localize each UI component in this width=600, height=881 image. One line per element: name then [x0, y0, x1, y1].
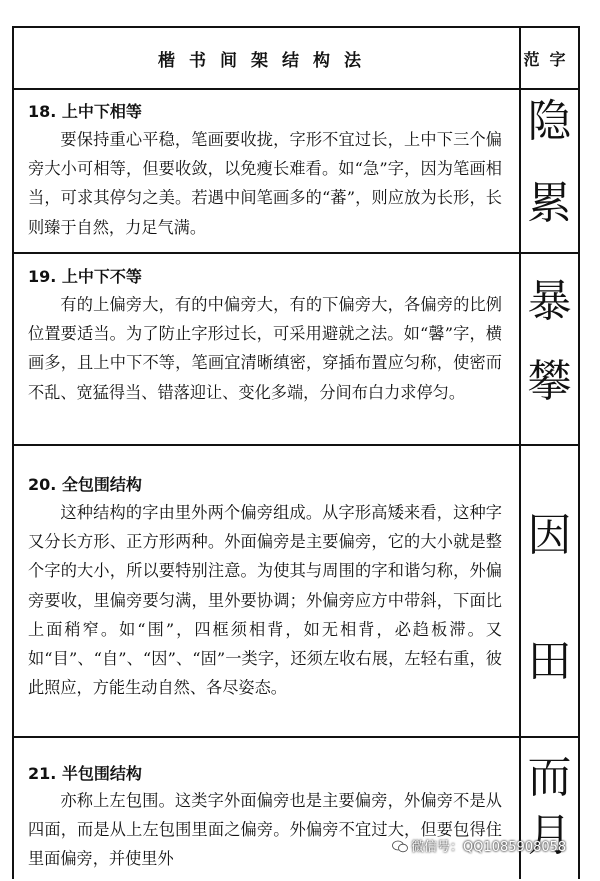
section-19 [14, 254, 578, 446]
section-21 [14, 738, 578, 881]
table-header [14, 28, 578, 90]
section-title: 19. 上中下不等 [28, 267, 142, 286]
section-text: 要保持重心平稳，笔画要收拢，字形不宜过长，上中下三个偏旁大小可相等，但要收敛，以免瘦长难看。如“急”字，因为笔画相当，可求其停匀之美。若遇中间笔画多的“蕃”，则应放为长形，长则臻于自然，力足气满。 [28, 130, 502, 237]
sample-char: 田 [527, 636, 572, 687]
calligraphy-table [12, 26, 580, 879]
wechat-icon [392, 840, 408, 853]
sample-char: 因 [527, 510, 572, 561]
header-sample-label: 范字 [523, 49, 576, 69]
sample-char: 月 [527, 810, 572, 861]
section-text: 亦称上左包围。这类字外面偏旁也是主要偏旁，外偏旁不是从四面，而是从上左包围里面之偏旁。外偏旁不宜过大，但要包得住里面偏旁，并使里外 [28, 791, 502, 869]
sample-char: 暴 [527, 276, 572, 327]
section-18 [14, 90, 578, 254]
sample-char: 隐 [527, 96, 572, 147]
sample-char: 攀 [527, 356, 572, 407]
section-title: 18. 上中下相等 [28, 102, 142, 121]
section-text: 这种结构的字由里外两个偏旁组成。从字形高矮来看，这种字又分长方形、正方形两种。外面偏旁是主要偏旁，它的大小就是整个字的大小，所以要特别注意。为使其与周围的字和谐匀称，外偏旁要收，里偏旁要匀满，里外要协调；外偏旁应方中带斜，下面比上面稍窄。如“围”，四框须相背，如无相背，必趋板滞。又如“目”、“自”、“因”、“固”一类字，还须左收右展，左轻右重，彼此照应，方能生动自然、各尽姿态。 [28, 503, 502, 698]
header-title: 楷书间架结构法 [158, 50, 375, 71]
section-title: 20. 全包围结构 [28, 475, 142, 494]
watermark [392, 836, 566, 855]
watermark-text: 微信号：QQ1085908058 [411, 840, 567, 855]
sample-char: 而 [527, 752, 572, 803]
section-text: 有的上偏旁大，有的中偏旁大，有的下偏旁大，各偏旁的比例位置要适当。为了防止字形过长，可采用避就之法。如“馨”字，横画多，且上中下不等，笔画宜清晰缜密，穿插布置应匀称，使密而不乱、宽猛得当、错落迎让、变化多端，分间布白力求停匀。 [28, 295, 502, 402]
sample-char: 累 [527, 178, 572, 229]
section-20 [14, 446, 578, 738]
section-title: 21. 半包围结构 [28, 764, 142, 783]
